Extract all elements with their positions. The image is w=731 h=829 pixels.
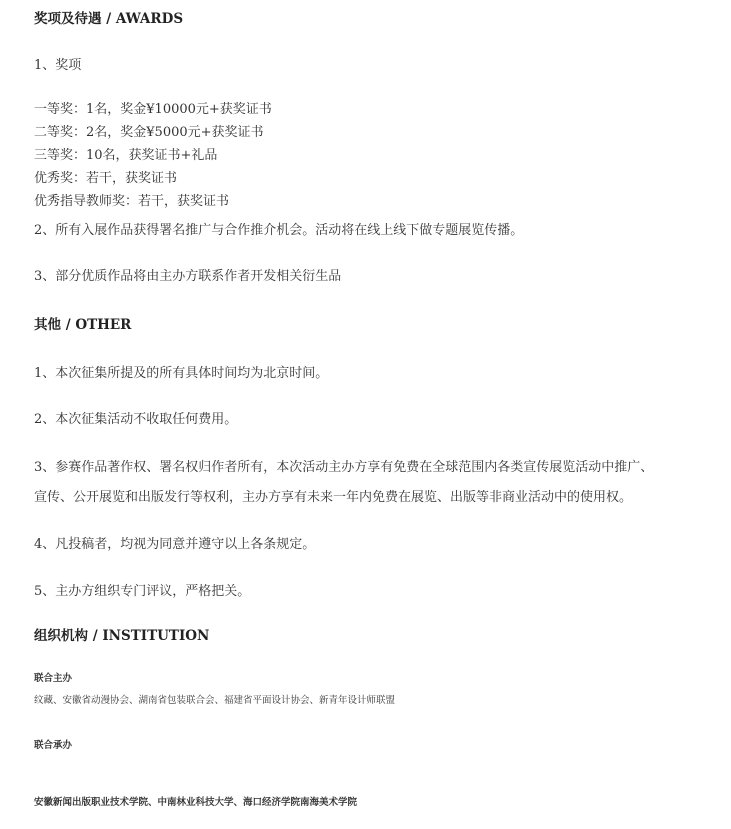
awards-item-3: 3、部分优质作品将由主办方联系作者开发相关衍生品	[34, 269, 342, 284]
prize-third: 三等奖：10名，获奖证书+礼品	[34, 148, 218, 163]
other-heading: 其他 / OTHER	[34, 317, 132, 333]
other-item-1: 1、本次征集所提及的所有具体时间均为北京时间。	[34, 366, 329, 381]
awards-item-2: 2、所有入展作品获得署名推广与合作推介机会。活动将在线上线下做专题展览传播。	[34, 223, 524, 238]
institution-heading: 组织机构 / INSTITUTION	[34, 628, 210, 644]
prize-first: 一等奖：1名，奖金¥10000元+获奖证书	[34, 102, 272, 117]
organizer-label: 联合承办	[34, 740, 73, 751]
host-label: 联合主办	[34, 673, 73, 684]
other-item-5: 5、主办方组织专门评议，严格把关。	[34, 584, 251, 599]
other-item-4: 4、凡投稿者，均视为同意并遵守以上各条规定。	[34, 537, 316, 552]
awards-item-1-title: 1、奖项	[34, 58, 82, 73]
host-list: 纹藏、安徽省动漫协会、湖南省包装联合会、福建省平面设计协会、新青年设计师联盟	[34, 695, 396, 706]
prize-excellence: 优秀奖：若干，获奖证书	[34, 171, 178, 186]
other-item-2: 2、本次征集活动不收取任何费用。	[34, 412, 238, 427]
other-item-3-line-2: 宣传、公开展览和出版发行等权利，主办方享有未来一年内免费在展览、出版等非商业活动中的使用权。	[34, 490, 633, 505]
awards-heading: 奖项及待遇 / AWARDS	[34, 11, 184, 27]
prize-teacher: 优秀指导教师奖：若干，获奖证书	[34, 194, 230, 209]
other-item-3-line-1: 3、参赛作品著作权、署名权归作者所有，本次活动主办方享有免费在全球范围内各类宣传展览活动中推广、	[34, 460, 654, 475]
prize-second: 二等奖：2名，奖金¥5000元+获奖证书	[34, 125, 264, 140]
organizer-list: 安徽新闻出版职业技术学院、中南林业科技大学、海口经济学院南海美术学院	[34, 797, 358, 808]
